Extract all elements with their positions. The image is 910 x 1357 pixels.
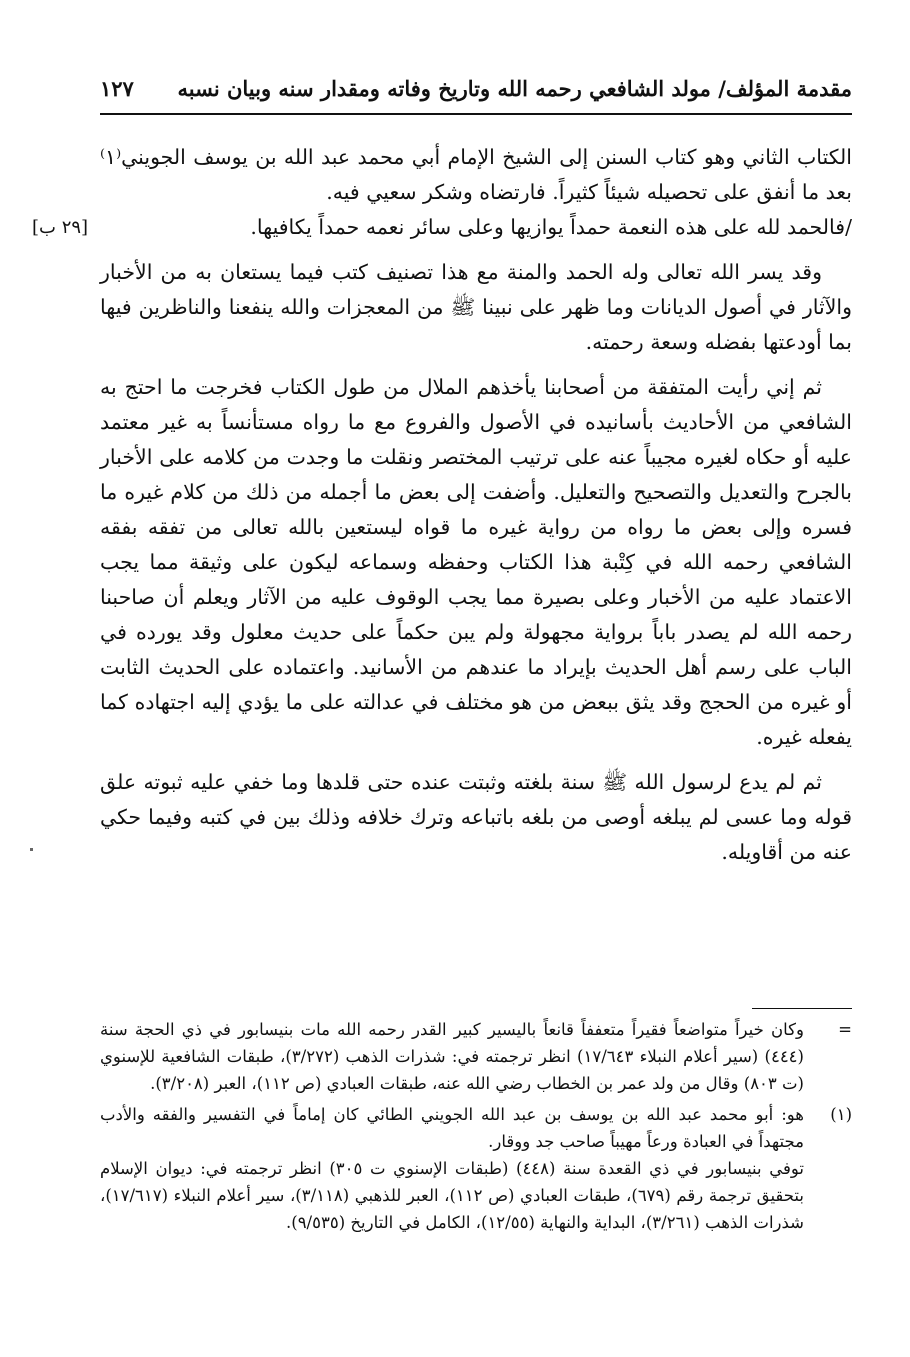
footnote-1-mark: (١) <box>830 1105 852 1124</box>
header-title: مقدمة المؤلف/ مولد الشافعي رحمه الله وتاريخ وفاته ومقدار سنه وبيان نسبه <box>177 76 852 101</box>
page-number: ١٢٧ <box>100 76 134 101</box>
running-header <box>100 74 852 104</box>
scan-speck <box>30 848 33 851</box>
footnote-continuation <box>100 1016 852 1097</box>
footnote-1 <box>100 1101 852 1236</box>
footnote-continuation-mark: = <box>838 1020 852 1039</box>
footnote-1-text: هو: أبو محمد عبد الله بن يوسف بن عبد الله الجويني الطائي كان إماماً في التفسير والفقه والأدب مجتهداً في العبادة ورعاً مهيباً صاحب جد ووقار. <box>100 1105 804 1151</box>
footnote-1-text-2: توفي بنيسابور في ذي القعدة سنة (٤٤٨) (طبقات الإسنوي ت ٣٠٥) انظر ترجمته في: ديوان الإسلام بتحقيق ترجمة رقم (٦٧٩)، طبقات العبادي (ص ١١٢)، العبر للذهبي (٣/١١٨)، سير أعلام النبلاء (١٧/٦١٧)، شذرات الذهب (٣/٢٦١)، البداية والنهاية (١٢/٥٥)، الكامل في التاريخ (٩/٥٣٥). <box>100 1159 804 1232</box>
footnote-separator <box>752 1008 852 1009</box>
footnote-continuation-text: وكان خيراً متواضعاً فقيراً متعففاً قانعاً باليسير كبير القدر رحمه الله مات بنيسابور في ذي الحجة سنة (٤٤٤) (سير أعلام النبلاء ١٧/٦٤٣) انظر ترجمته في: شذرات الذهب (٣/٢٧٢)، طبقات الشافعية للإسنوي (ت ٨٠٣) وقال من ولد عمر بن الخطاب رضي الله عنه، طبقات العبادي (ص ١١٢)، العبر (٣/٢٠٨). <box>100 1020 804 1093</box>
paragraph-1-hamd-text: /فالحمد لله على هذه النعمة حمداً يوازيها وعلى سائر نعمه حمداً يكافيها. <box>250 215 852 239</box>
header-rule <box>100 113 852 115</box>
paragraph-1: الكتاب الثاني وهو كتاب السنن إلى الشيخ الإمام أبي محمد عبد الله بن يوسف الجويني⁽١⁾ بعد ما أنفق على تحصيله شيئاً كثيراً. فارتضاه وشكر سعيي فيه. <box>100 145 852 204</box>
main-text <box>32 140 852 880</box>
paragraph-4: ثم لم يدع لرسول الله ﷺ سنة بلغته وثبتت عنده حتى قلدها وما خفي عليه ثبوته علق قوله وما عسى لم يبلغه أوصى من بلغه باتباعه وترك خلافه وذلك بين في كتبه وفيما حكي عنه من أقاويله. <box>100 770 852 864</box>
footnotes <box>100 1016 852 1240</box>
paragraph-3: ثم إني رأيت المتفقة من أصحابنا يأخذهم الملال من طول الكتاب فخرجت ما احتج به الشافعي من الأحاديث بأسانيده في الأصول والفروع مع ما رواه مستأنساً به غير معتمد عليه أو حكاه لغيره مجيباً عنه على ترتيب المختصر ونقلت ما وجدت من كلامه على الأخبار بالجرح والتعديل والتصحيح والتعليل. وأضفت إلى بعض ما أجمله من ذلك من كلام غيره ما فسره وإلى بعض ما رواه من رواية غيره ما قواه ليستعين بالله تعالى من تفقه بفقه الشافعي رحمه الله في كِتْبة هذا الكتاب وحفظه وسماعه ليكون على وثيقة مما يجب الاعتماد عليه من الأخبار وعلى بصيرة مما يجب الوقوف عليه من الآثار ويعلم أن صاحبنا رحمه الله لم يصدر باباً برواية مجهولة ولم يبن حكماً على حديث معلول وقد يورده في الباب على رسم أهل الحديث بإيراد ما عندهم من الأسانيد. واعتماده على الحديث الثابت أو غيره من الحجج وقد يثق ببعض من هو مختلف في عدالته على ما يؤدي إليه اجتهاده كما يفعله غيره. <box>100 375 852 749</box>
paragraph-2: وقد يسر الله تعالى وله الحمد والمنة مع هذا تصنيف كتب فيما يستعان به من الأخبار والآثار في أصول الديانات وما ظهر على نبينا ﷺ من المعجزات والله ينفعنا والناظرين فيها بما أودعتها بفضله وسعة رحمته. <box>100 260 852 354</box>
paragraph-1-hamd <box>32 210 852 245</box>
margin-reference: [٢٩ ب] <box>32 217 89 238</box>
